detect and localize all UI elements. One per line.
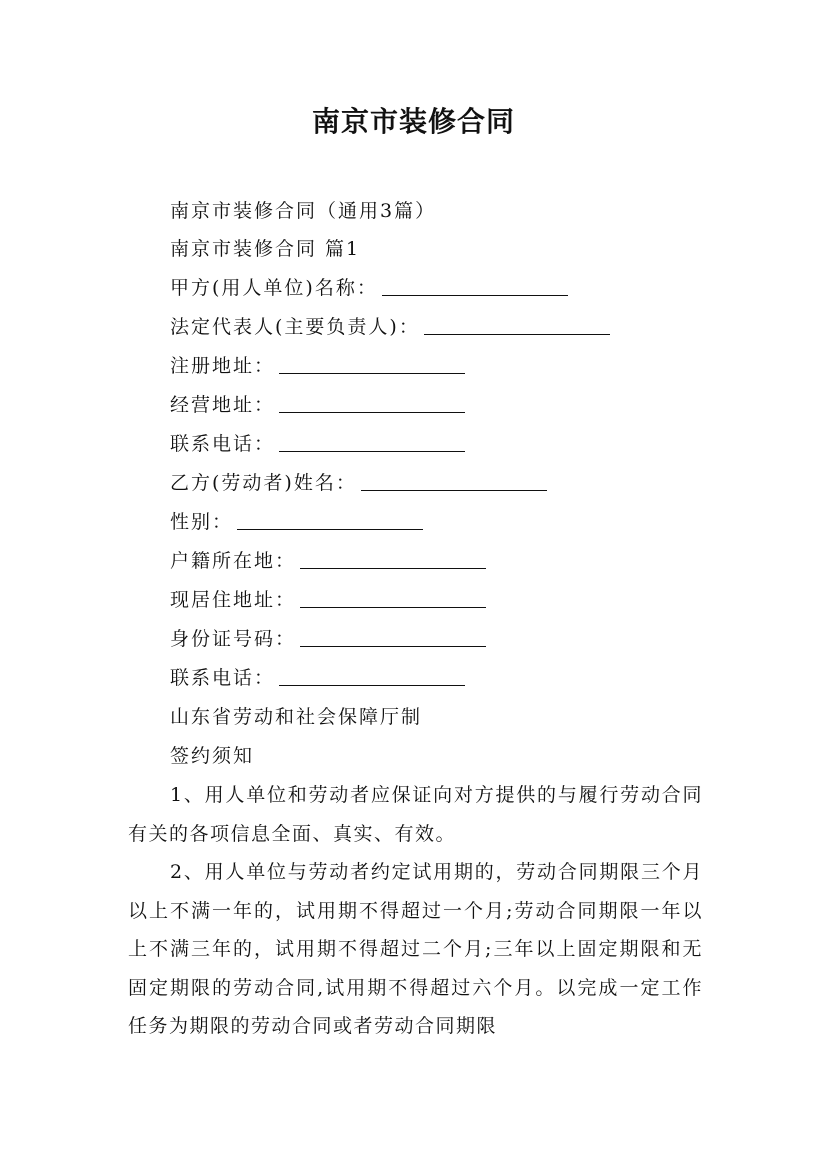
id-number-field (170, 627, 486, 651)
notice-heading: 签约须知 (170, 745, 255, 767)
residence-field (170, 588, 486, 612)
subtitle-line: 南京市装修合同（通用3篇） (170, 200, 437, 222)
document-title: 南京市装修合同 (311, 105, 515, 138)
residence-label: 现居住地址： (170, 589, 297, 611)
biz-address-blank (279, 394, 465, 413)
phone-a-blank (279, 433, 465, 452)
legal-rep-blank (424, 316, 610, 335)
biz-address-field (170, 393, 465, 417)
party-a-name-blank (382, 277, 568, 296)
phone-b-field (170, 666, 465, 690)
household-field (170, 549, 486, 573)
reg-address-label: 注册地址： (170, 355, 276, 377)
party-a-name-field (170, 276, 568, 300)
gender-blank (237, 511, 423, 530)
phone-b-blank (279, 667, 465, 686)
legal-rep-label: 法定代表人(主要负责人)： (170, 316, 420, 338)
party-b-name-blank (361, 472, 547, 491)
party-b-name-label: 乙方(劳动者)姓名： (170, 472, 357, 494)
section-heading: 南京市装修合同 篇1 (170, 238, 361, 260)
household-label: 户籍所在地： (170, 550, 297, 572)
biz-address-label: 经营地址： (170, 394, 276, 416)
issuer-line: 山东省劳动和社会保障厅制 (170, 706, 423, 728)
reg-address-blank (279, 355, 465, 374)
notice-paragraph-2: 2、用人单位与劳动者约定试用期的，劳动合同期限三个月以上不满一年的，试用期不得超过一个月;劳动合同期限一年以上不满三年的，试用期不得超过二个月;三年以上固定期限和无固定期限的劳动合同,试用期不得超过六个月。以完成一定工作任务为期限的劳动合同或者劳动合同期限 (128, 861, 703, 1037)
notice-paragraph-1: 1、用人单位和劳动者应保证向对方提供的与履行劳动合同有关的各项信息全面、真实、有效。 (128, 784, 703, 845)
phone-b-label: 联系电话： (170, 667, 276, 689)
residence-blank (300, 589, 486, 608)
phone-a-field (170, 432, 465, 456)
legal-rep-field (170, 315, 610, 339)
party-b-name-field (170, 471, 547, 495)
id-number-blank (300, 628, 486, 647)
id-number-label: 身份证号码： (170, 628, 297, 650)
reg-address-field (170, 354, 465, 378)
phone-a-label: 联系电话： (170, 433, 276, 455)
gender-label: 性别： (170, 511, 234, 533)
household-blank (300, 550, 486, 569)
party-a-name-label: 甲方(用人单位)名称： (170, 277, 378, 299)
gender-field (170, 510, 423, 534)
